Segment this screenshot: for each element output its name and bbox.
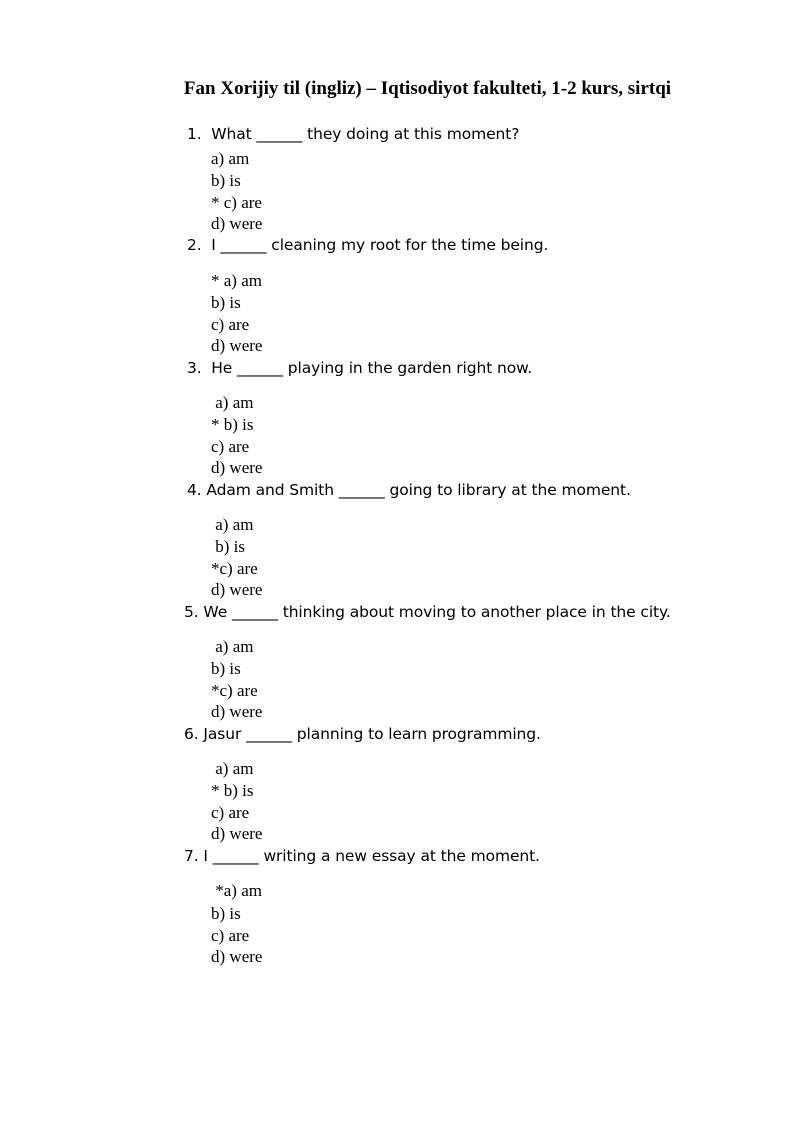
question-4-option-a: a) am (211, 515, 254, 534)
question-1-option-d: d) were (211, 214, 263, 233)
question-6-option-a: a) am (211, 759, 254, 778)
question-6-text: 6. Jasur ______ planning to learn programming. (184, 725, 541, 743)
question-4-option-b: b) is (211, 537, 245, 556)
question-3-option-d: d) were (211, 458, 263, 477)
question-2-option-b: b) is (211, 293, 241, 312)
question-2-option-a: * a) am (211, 271, 262, 290)
question-5-option-d: d) were (211, 702, 263, 721)
question-2-text: 2. I ______ cleaning my root for the time being. (187, 236, 549, 254)
question-5-option-a: a) am (211, 637, 254, 656)
question-3-option-a: a) am (211, 393, 254, 412)
question-5-option-c: *c) are (211, 681, 258, 700)
question-3-text: 3. He ______ playing in the garden right now. (187, 359, 533, 377)
question-1-option-c: * c) are (211, 193, 262, 212)
question-1-option-b: b) is (211, 171, 241, 190)
question-1-option-a: a) am (211, 149, 250, 168)
question-1-text: 1. What ______ they doing at this moment? (187, 125, 520, 143)
question-4-text: 4. Adam and Smith ______ going to library at the moment. (187, 481, 631, 499)
question-7-text: 7. I ______ writing a new essay at the moment. (184, 847, 540, 865)
question-6-option-d: d) were (211, 824, 263, 843)
question-7-option-a: *a) am (211, 881, 262, 900)
question-7-option-b: b) is (211, 904, 241, 923)
question-7-option-c: c) are (211, 926, 250, 945)
question-4-option-d: d) were (211, 580, 263, 599)
question-3-option-c: c) are (211, 437, 250, 456)
question-7-option-d: d) were (211, 947, 263, 966)
question-6-option-b: * b) is (211, 781, 254, 800)
question-2-option-d: d) were (211, 336, 263, 355)
document-title: Fan Xorijiy til (ingliz) – Iqtisodiyot fakulteti, 1-2 kurs, sirtqi (183, 78, 672, 99)
question-4-option-c: *c) are (211, 559, 258, 578)
question-5-text: 5. We ______ thinking about moving to another place in the city. (184, 603, 671, 621)
question-6-option-c: c) are (211, 803, 250, 822)
question-2-option-c: c) are (211, 315, 250, 334)
question-5-option-b: b) is (211, 659, 241, 678)
question-3-option-b: * b) is (211, 415, 254, 434)
